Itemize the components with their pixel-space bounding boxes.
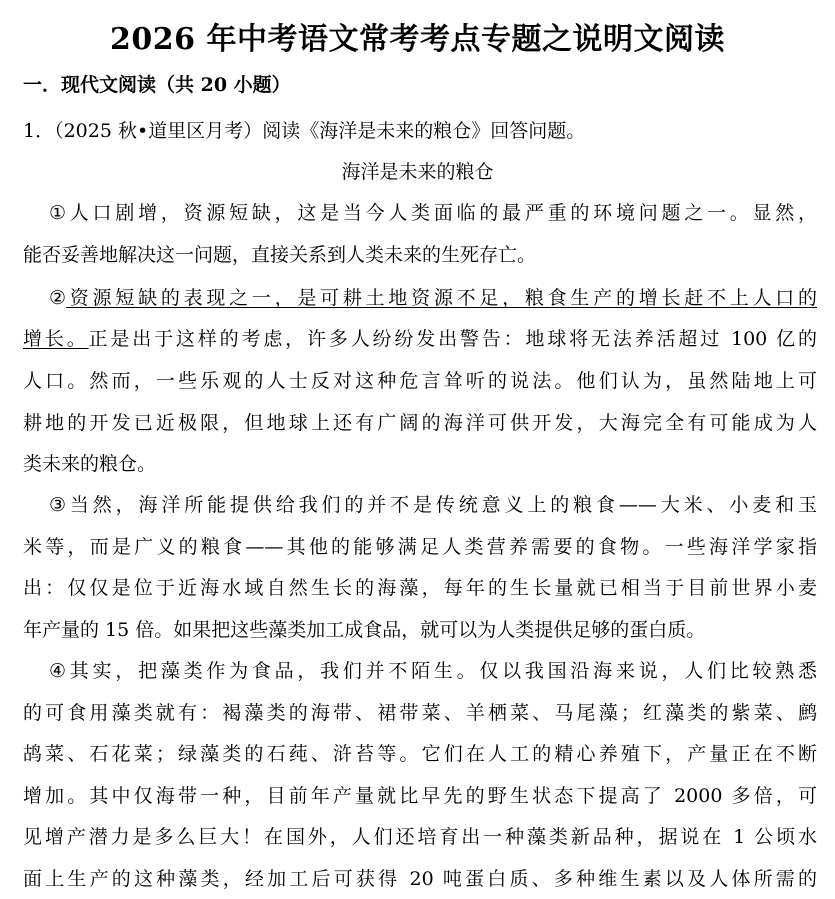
paragraph-3-line-2: 米等，而是广义的粮食——其他的能够满足人类营养需要的食物。一些海洋学家指 bbox=[23, 536, 817, 558]
paragraph-4-line-2: 的可食用藻类就有：褐藻类的海带、裙带菜、羊栖菜、马尾藻；红藻类的紫菜、鹧 bbox=[23, 702, 817, 724]
paragraph-4-line-4: 增加。其中仅海带一种，目前年产量就比早先的野生状态下提高了 2000 多倍，可 bbox=[23, 785, 817, 807]
paragraph-number-4: ④ bbox=[49, 660, 67, 682]
article-title: 海洋是未来的粮仓 bbox=[341, 161, 494, 183]
underlined-sentence-part-2: 增长。 bbox=[23, 328, 89, 350]
paragraph-4-line-6: 面上生产的这种藻类，经加工后可获得 20 吨蛋白质、多种维生素以及人体所需的 bbox=[23, 868, 817, 890]
paragraph-1-line-2: 能否妥善地解决这一问题，直接关系到人类未来的生死存亡。 bbox=[23, 244, 537, 266]
underlined-sentence-part-1: 资源短缺的表现之一，是可耕土地资源不足，粮食生产的增长赶不上人口的 bbox=[66, 287, 817, 309]
paragraph-3-line-1: ③当然，海洋所能提供给我们的并不是传统意义上的粮食——大米、小麦和玉 bbox=[49, 494, 817, 516]
paragraph-3-line-4: 年产量的 15 倍。如果把这些藻类加工成食品，就可以为人类提供足够的蛋白质。 bbox=[23, 619, 706, 641]
paragraph-2-line-5: 类未来的粮仓。 bbox=[23, 453, 157, 475]
paragraph-2-line-2: 增长。正是出于这样的考虑，许多人纷纷发出警告：地球将无法养活超过 100 亿的 bbox=[23, 328, 817, 350]
paragraph-2-line-4: 耕地的开发已近极限，但地球上还有广阔的海洋可供开发，大海完全有可能成为人 bbox=[23, 412, 817, 434]
paragraph-1-line-1: ①人口剧增，资源短缺，这是当今人类面临的最严重的环境问题之一。显然， bbox=[49, 202, 817, 224]
paragraph-number-2: ② bbox=[49, 287, 67, 309]
paragraph-4-line-1: ④其实，把藻类作为食品，我们并不陌生。仅以我国沿海来说，人们比较熟悉 bbox=[49, 660, 817, 682]
paragraph-number-1: ① bbox=[49, 202, 67, 224]
paragraph-2-line-1 bbox=[23, 283, 817, 310]
section-heading: 一．现代文阅读（共 20 小题） bbox=[23, 74, 291, 96]
document-title: 2026 年中考语文常考考点专题之说明文阅读 bbox=[110, 22, 725, 57]
question-prompt: 1．（2025 秋•道里区月考）阅读《海洋是未来的粮仓》回答问题。 bbox=[23, 120, 586, 142]
paragraph-4-line-5: 见增产潜力是多么巨大！在国外，人们还培育出一种藻类新品种，据说在 1 公顷水 bbox=[23, 826, 817, 848]
paragraph-4-line-3: 鸪菜、石花菜；绿藻类的石莼、浒苔等。它们在人工的精心养殖下，产量正在不断 bbox=[23, 743, 817, 765]
paragraph-2-line-3: 人口。然而，一些乐观的人士反对这种危言耸听的说法。他们认为，虽然陆地上可 bbox=[23, 370, 817, 392]
paragraph-number-3: ③ bbox=[49, 494, 67, 516]
paragraph-3-line-3: 出：仅仅是位于近海水域自然生长的海藻，每年的生长量就已相当于目前世界小麦 bbox=[23, 577, 817, 599]
